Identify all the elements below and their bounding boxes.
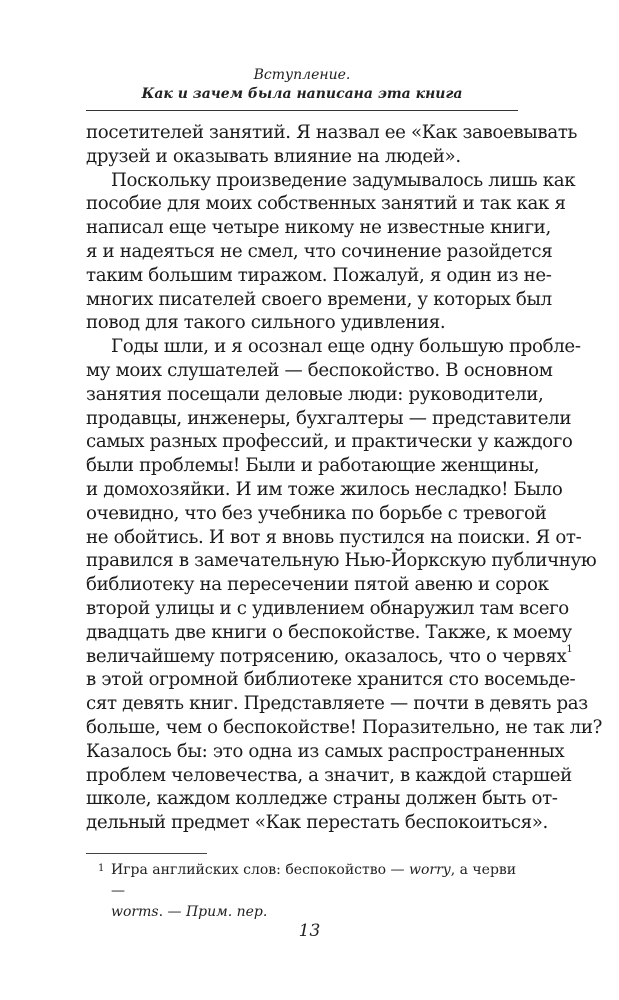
chapter-title: Вступление. <box>253 67 351 83</box>
footnote-italic-word: worms <box>111 904 159 920</box>
footnote-divider <box>86 853 207 854</box>
text-line: занятия посещали деловые люди: руководители, <box>86 383 544 405</box>
text-line: очевидно, что без учебника по борьбе с тревогой <box>86 502 547 524</box>
text-line: правился в замечательную Нью-Йоркскую публичную <box>86 550 597 572</box>
text-line: величайшему потрясению, оказалось, что о червях <box>86 645 567 667</box>
text-line: не обойтись. И вот я вновь пустился на поиски. Я от- <box>86 526 582 548</box>
text-line: я и надеяться не смел, что сочинение разойдется <box>86 240 553 262</box>
text-line: посетителей занятий. Я назвал ее «Как завоевывать <box>86 122 578 143</box>
text-line: больше, чем о беспокойстве! Поразительно, не так ли? <box>86 716 602 738</box>
footnote-translator-note: Прим. пер. <box>185 904 268 920</box>
footnote-text-part: Игра английских слов: беспокойство — <box>111 862 409 878</box>
text-line: многих писателей своего времени, у которых был <box>86 288 552 310</box>
header-divider <box>86 110 518 111</box>
text-line: в этой огромной библиотеке хранится сто восемьде- <box>86 669 576 691</box>
text-line: школе, каждом колледже страны должен быть от- <box>86 788 558 810</box>
running-header <box>86 66 518 104</box>
footnote-text-part: . — <box>158 904 186 920</box>
footnote-italic-word: worry <box>408 862 451 878</box>
page-number: 13 <box>298 921 321 941</box>
footnote-text <box>86 860 518 923</box>
text-line: библиотеку на пересечении пятой авеню и сорок <box>86 574 549 596</box>
text-line: пособие для моих собственных занятий и так как я <box>86 193 566 215</box>
text-line: повод для такого сильного удивления. <box>86 312 446 334</box>
footnote-marker[interactable]: 1 <box>566 643 573 655</box>
text-line: второй улицы и с удивлением обнаружил там всего <box>86 597 569 619</box>
text-line: были проблемы! Были и работающие женщины, <box>86 455 540 477</box>
footnote <box>86 860 518 923</box>
text-line-with-footnote <box>86 643 573 669</box>
footnote-number: 1 <box>98 863 105 874</box>
text-line: продавцы, инженеры, бухгалтеры — представители <box>86 407 572 429</box>
text-line: написал еще четыре никому не известные книги, <box>86 217 551 239</box>
text-line: проблем человечества, а значит, в каждой старшей <box>86 764 572 786</box>
text-line: Казалось бы: это одна из самых распространенных <box>86 740 565 762</box>
text-line: самых разных профессий, и практически у каждого <box>86 431 573 453</box>
text-line: и домохозяйки. И им тоже жилось несладко! Было <box>86 478 563 500</box>
text-line: му моих слушателей — беспокойство. В основном <box>86 359 553 381</box>
text-line: Поскольку произведение задумывалось лишь как <box>111 169 576 191</box>
text-line: дельный предмет «Как перестать беспокоиться». <box>86 812 548 834</box>
text-line: Годы шли, и я осознал еще одну большую пробле- <box>111 336 581 358</box>
text-line: таким большим тиражом. Пожалуй, я один из не- <box>86 264 552 286</box>
text-line: друзей и оказывать влияние на людей». <box>86 145 461 167</box>
footnote-text-part: , а черви — <box>111 862 517 899</box>
text-line: двадцать две книги о беспокойстве. Также, к моему <box>86 621 572 643</box>
chapter-subtitle: Как и зачем была написана эта книга <box>141 86 463 102</box>
body-text <box>86 121 602 835</box>
text-line: сят девять книг. Представляете — почти в девять раз <box>86 693 588 715</box>
